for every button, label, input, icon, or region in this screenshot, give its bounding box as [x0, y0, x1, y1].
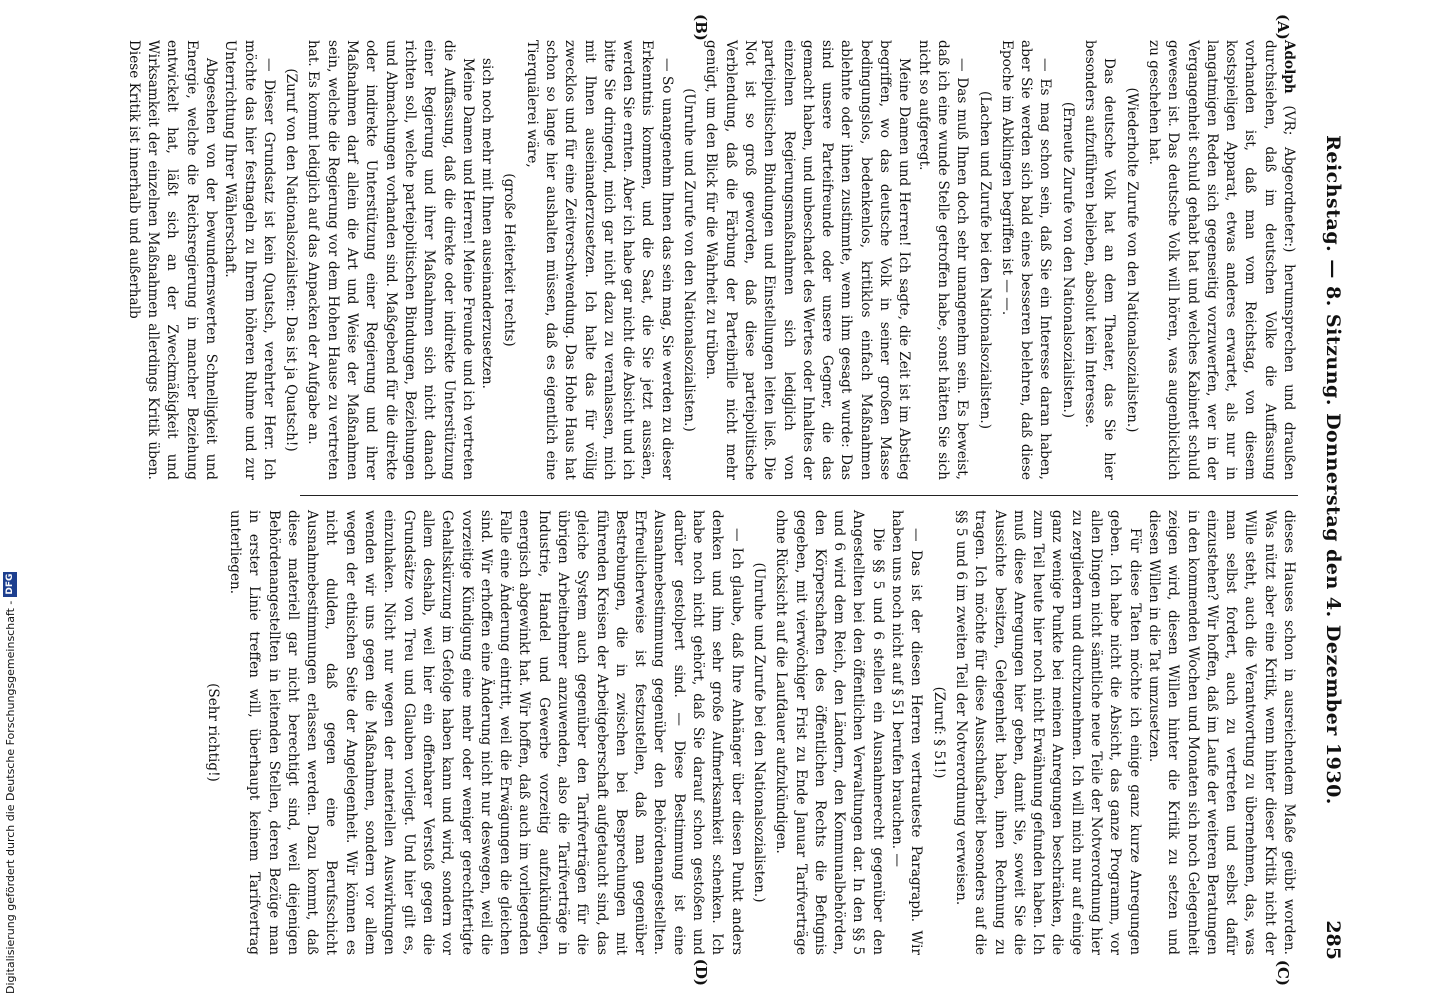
interjection: (Erneute Zurufe von den Nationalsozialisten.) [1059, 101, 1076, 419]
margin-marker-d: (D) [692, 958, 710, 986]
page-header [1314, 40, 1344, 960]
paragraph [220, 40, 278, 480]
interjection: (Zuruf: § 51!) [930, 686, 947, 779]
digitization-note [2, 573, 18, 994]
paragraph [951, 510, 1144, 955]
digitization-note-text: Digitalisierung gefördert durch die Deutsche Forschungsgemeinschaft - [3, 600, 17, 994]
paragraph [521, 40, 675, 480]
paragraph-text: — So unangenehm Ihnen das sein mag, Sie werden zu dieser Erkenntnis kommen, und die Saat, die Sie jetzt aussäen, werden Sie ernten. Aber ich habe gar nicht die Absicht und ich bitte Sie dringend, mich gar nicht dazu zu veranlassen, mich mit Ihnen auseinanderzusetzen. Ich halte das für völlig zwecklos und für eine Zeitverschwendung. Das Hohe Haus hat schon so lange hier aushalten müssen, daß es eigentlich eine Tierquälerei wäre, [523, 40, 675, 480]
interjection: (Sehr richtig!) [204, 683, 221, 782]
right-column [20, 510, 1298, 955]
paragraph [701, 40, 913, 480]
interjection: (Zuruf von den Nationalsozialisten: Das ist ja Quatsch!) [283, 68, 300, 452]
paragraph-text: Für diese Taten möchte ich einige ganz kurze Anregungen geben. Ich habe nicht die Absicht, das ganze Programm, vor allen Dingen nicht sämtliche neue Teile der Notverordnung hier zu zergliedern und durchzunehmen. Ich will mich nur auf einige ganz wenige Punkte bei meinen Anregungen beschränken, die zum Teil heute hier noch nicht Erwähnung gefunden haben. Ich muß diese Anregungen hier geben, damit Sie, soweit Sie die Aussichte besitzen, Gelegenheit haben, ihnen Rechnung zu tragen. Ich möchte für diese Ausschußarbeit besonders auf die §§ 5 und 6 im zweiten Teil der Notverordnung verweisen. [952, 510, 1143, 955]
speaker-name: Adolph [1281, 40, 1297, 94]
paragraph-text: — Das ist der diesen Herren vertrauteste Paragraph. Wir haben uns noch nicht auf § 51 berufen brauchen. — [889, 510, 925, 955]
margin-marker-b: (B) [692, 14, 710, 41]
left-column [20, 40, 1298, 480]
margin-marker-a: (A) [1274, 14, 1292, 40]
paragraph-text: Meine Damen und Herren! Ich sagte, die Zeit ist im Abstieg begriffen, wo das deutsche Volk in seiner großen Masse bedingungslos, bedenkenlos, kritiklos einfach Maßnahmen ablehnte oder ihnen zustimmte, wenn ihm gesagt wurde: Das sind unsere Parteifreunde oder unsere Gegner, die das gemacht haben, und unbeschadet des Wertes oder Inhaltes der einzelnen Regierungsmaßnahmen sich lediglich von parteipolitischen Bindungen und Einstellungen leiten ließ. Die Not ist so groß geworden, daß diese parteipolitische Verblendung, daß die Färbung der Parteibrille nicht mehr genügt, um den Blick für die Wahrheit zu trüben. [703, 40, 913, 480]
paragraph [1080, 40, 1119, 480]
page-title: Reichstag. — 8. Sitzung. Donnerstag den 4. Dezember 1930. [1322, 135, 1344, 805]
dfg-logo: DFG [5, 573, 15, 595]
paragraph-text: — Dieser Grundsatz ist kein Quatsch, verehrter Herr. Ich möchte das hier festnageln zu Ihrem höheren Ruhme und zur Unterrichtung Ihrer Wählerschaft. [222, 40, 277, 480]
paragraph-text: (VR; Abgeordneter:) herumsprechen und draußen durchsiehen, daß im deutschen Volke die Auffassung vorhanden ist, daß man vom Reichstag, von diesem kostspieligen Apparat, etwas anderes erwartet, als nur in langatmigen Reden sich gegenseitig vorzuwerfen, wer in der Vergangenheit schuld gehabt hat und welches Kabinett schuld gewesen ist. Das deutsche Volk will hören, was augenblicklich zu geschehen hat. [1145, 40, 1297, 480]
paragraph [123, 40, 219, 480]
paragraph-text: Die §§ 5 und 6 stellen ein Ausnahmerecht gegenüber den Angestellten bei den öffentlichen Verwaltungen dar. In den §§ 5 und 6 wird dem Reich, den Ländern, den Kommunalbehörden, den Körperschaften des öffentlichen Rechts die Befugnis gegeben, mit vierwöchiger Frist zu Ende Januar Tarifverträge ohne Rücksicht auf die Laufdauer aufzukündigen. [773, 510, 886, 955]
paragraph [913, 40, 971, 480]
interjection: (Lachen und Zurufe bei den Nationalsozialisten.) [976, 90, 993, 430]
paragraph [1144, 40, 1298, 480]
paragraph [477, 40, 496, 480]
paragraph [887, 510, 926, 955]
paragraph [225, 510, 746, 955]
page-number: 285 [1322, 920, 1344, 960]
interjection: (Unruhe und Zurufe bei den Nationalsozialisten.) [750, 562, 767, 903]
margin-marker-c: (C) [1274, 959, 1292, 986]
paragraph-text: Abgesehen von der bewundernswerten Schnelligkeit und Energie, welche die Reichsregierung in mancher Beziehung entwickelt hat, läßt sich an der Zweckmäßigkeit und Wirksamkeit der einzelnen Maßnahmen allerdings Kritik üben. Diese Kritik ist innerhalb und außerhalb [125, 40, 219, 480]
paragraph-text: — Das muß Ihnen doch sehr unangenehm sein. Es beweist, daß ich eine wunde Stelle getroffen habe, sonst hätten Sie sich nicht so aufgeregt. [915, 40, 971, 480]
paragraph-text: Meine Damen und Herren! Meine Freunde und ich vertreten die Auffassung, daß die direkte oder indirekte Unterstützung einer Regierung und ihrer Maßnahmen sich nicht danach richten soll, welche parteipolitischen Bindungen, Beziehungen und Abmachungen vorhanden sind. Maßgebend für die direkte oder indirekte Unterstützung einer Regierung und ihrer Maßnahmen darf allein die Art und Weise der Maßnahmen sein, welche die Regierung vor dem Hohen Hause zu vertreten hat. Es kommt lediglich auf das Anpacken der Aufgabe an. [305, 40, 476, 480]
paragraph-text: Das deutsche Volk hat an dem Theater, das Sie hier besonders aufzuführen belieben, absolut kein Interesse. [1082, 40, 1118, 480]
interjection: (große Heiterkeit rechts) [501, 173, 518, 347]
paragraph-text: sich noch mehr mit Ihnen auseinanderzusetzen. [479, 58, 496, 389]
column-divider [300, 495, 1298, 496]
paragraph-text: — Es mag schon sein, daß Sie ein Interesse daran haben, aber Sie werden sich bald eines besseren belehren, daß diese Epoche im Abklingen begriffen ist — —. [998, 40, 1054, 480]
paragraph-text: dieses Hauses schon in ausreichendem Maße geübt worden. Was nützt aber eine Kritik, wenn hinter dieser Kritik nicht der Wille steht, auch die Verantwortung zu übernehmen, das, was man selbst fordert, auch zu vertreten und selbst dafür einzustehen? Wir hoffen, daß im Laufe der weiteren Beratungen in den kommenden Wochen und Monaten sich noch Gelegenheit zeigen wird, diesen Willen hinter die Kritik zu setzen und diesen Willen in die Tat umzusetzen. [1145, 510, 1297, 955]
interjection: (Unruhe und Zurufe von den Nationalsozialisten.) [681, 88, 698, 432]
interjection: (Wiederholte Zurufe von den Nationalsozialisten.) [1123, 87, 1140, 433]
paragraph [997, 40, 1055, 480]
paragraph-text: — Ich glaube, daß Ihre Anhänger über diesen Punkt anders denken und ihm sehr große Aufmerksamkeit schenken. Ich habe noch nicht gehört, daß Sie darauf schon gestoßen und darüber gestolpert sind. — Diese Bestimmung ist eine Ausnahmebestimmung gegenüber den Behördenangestellten. Erfreulicherweise ist festzustellen, daß man gegenüber Bestrebungen, die in zwischen bei Besprechungen mit führenden Kreisen der Arbeitgeberschaft aufgetaucht sind, das gleiche System auch gegenüber den Tarifverträgen für die übrigen Arbeitnehmer anzuwenden, also die Tarifverträge in Industrie, Handel und Gewerbe vorzeitig aufzukündigen, energisch abgewinkt hat. Wir hoffen, daß auch im vorliegenden Falle eine Änderung eintritt, weil die Erwägungen die gleichen sind. Wir erhoffen eine Änderung nicht nur deswegen, weil die vorzeitige Kündigung eine mehr oder weniger gerechtfertigte Gehaltskürzung im Gefolge haben kann und wird, sondern vor allem deshalb, weil hier ein offenbarer Verstoß gegen die Grundsätze von Treu und Glauben vorliegt. Und hier gilt es, einzuhaken. Nicht nur wegen der materiellen Auswirkungen wenden wir uns gegen die Maßnahmen, sondern vor allem wegen der ethischen Seite der Angelegenheit. Wir können es nicht dulden, daß gegen eine Berufsschicht Ausnahmebestimmungen erlassen werden. Dazu kommt, daß diese materiell gar nicht berechtigt sind, weil diejenigen Behördenangestellten in leitenden Stellen, deren Bezüge man in erster Linie treffen will, überhaupt keinem Tarifvertrag unterliegen. [226, 510, 745, 955]
paragraph [1144, 510, 1298, 955]
paragraph [771, 510, 887, 955]
paragraph [303, 40, 477, 480]
